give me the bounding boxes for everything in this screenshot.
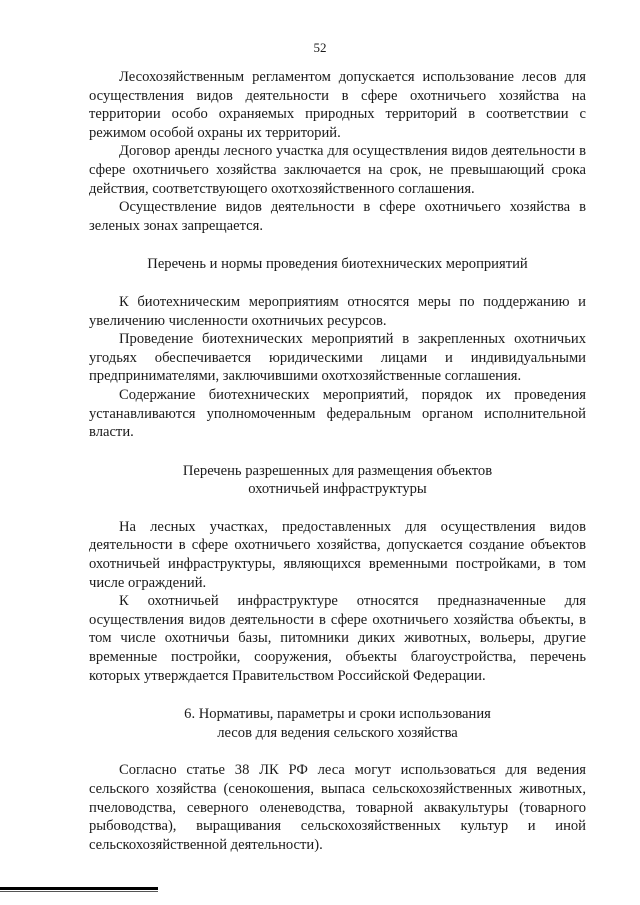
footer-rule-thin [0, 891, 158, 892]
paragraph: Содержание биотехнических мероприятий, порядок их проведения устанавливаются уполномоченным федеральным органом исполнительной власти. [89, 386, 586, 441]
section-heading-agriculture [89, 705, 586, 742]
section-heading-line: лесов для ведения сельского хозяйства [217, 724, 458, 741]
paragraph: Осуществление видов деятельности в сфере охотничьего хозяйства в зеленых зонах запрещается. [89, 199, 586, 234]
section-heading-text: Перечень и нормы проведения биотехнических мероприятий [147, 256, 528, 273]
paragraph: К охотничьей инфраструктуре относятся предназначенные для осуществления видов деятельности в сфере охотничьего хозяйства объекты, в том числе охотничьи базы, питомники диких животных, вольеры, другие временные постройки, сооружения, объекты благоустройства, перечень которых утверждается Правительством Российской Федерации. [89, 593, 586, 684]
section-heading-biotech [89, 255, 586, 274]
section-heading-line: 6. Нормативы, параметры и сроки использования [184, 706, 491, 723]
paragraph: Договор аренды лесного участка для осуществления видов деятельности в сфере охотничьего хозяйства заключается на срок, не превышающий срока действия, соответствующего охотхозяйственного соглашения. [89, 143, 586, 197]
paragraph: Согласно статье 38 ЛК РФ леса могут использоваться для ведения сельского хозяйства (сенокошения, выпаса сельскохозяйственных животных, пчеловодства, северного оленеводства, товарной аквакультуры (товарного рыбоводства), выращивания сельскохозяйственных культур и иной сельскохозяйственной деятельности). [89, 762, 586, 853]
paragraph: На лесных участках, предоставленных для осуществления видов деятельности в сфере охотничьего хозяйства, допускается создание объектов охотничьей инфраструктуры, являющихся временными постройками, в том числе ограждений. [89, 518, 586, 591]
document-body [89, 68, 586, 854]
section-heading-infrastructure [89, 462, 586, 499]
section-heading-line: Перечень разрешенных для размещения объектов [182, 462, 493, 479]
paragraph: К биотехническим мероприятиям относятся меры по поддержанию и увеличению численности охотничьих ресурсов. [89, 293, 586, 329]
footer-rule [0, 887, 158, 890]
paragraph: Лесохозяйственным регламентом допускается использование лесов для осуществления видов деятельности в сфере охотничьего хозяйства на территории особо охраняемых природных территорий в соответствии с режимом особой охраны их территорий. [89, 69, 586, 141]
paragraph: Проведение биотехнических мероприятий в закрепленных охотничьих угодьях обеспечивается юридическими лицами и индивидуальными предпринимателями, заключившими охотхозяйственные соглашения. [89, 331, 586, 385]
page-number: 52 [313, 40, 327, 55]
section-heading-line: охотничьей инфраструктуры [248, 481, 427, 498]
